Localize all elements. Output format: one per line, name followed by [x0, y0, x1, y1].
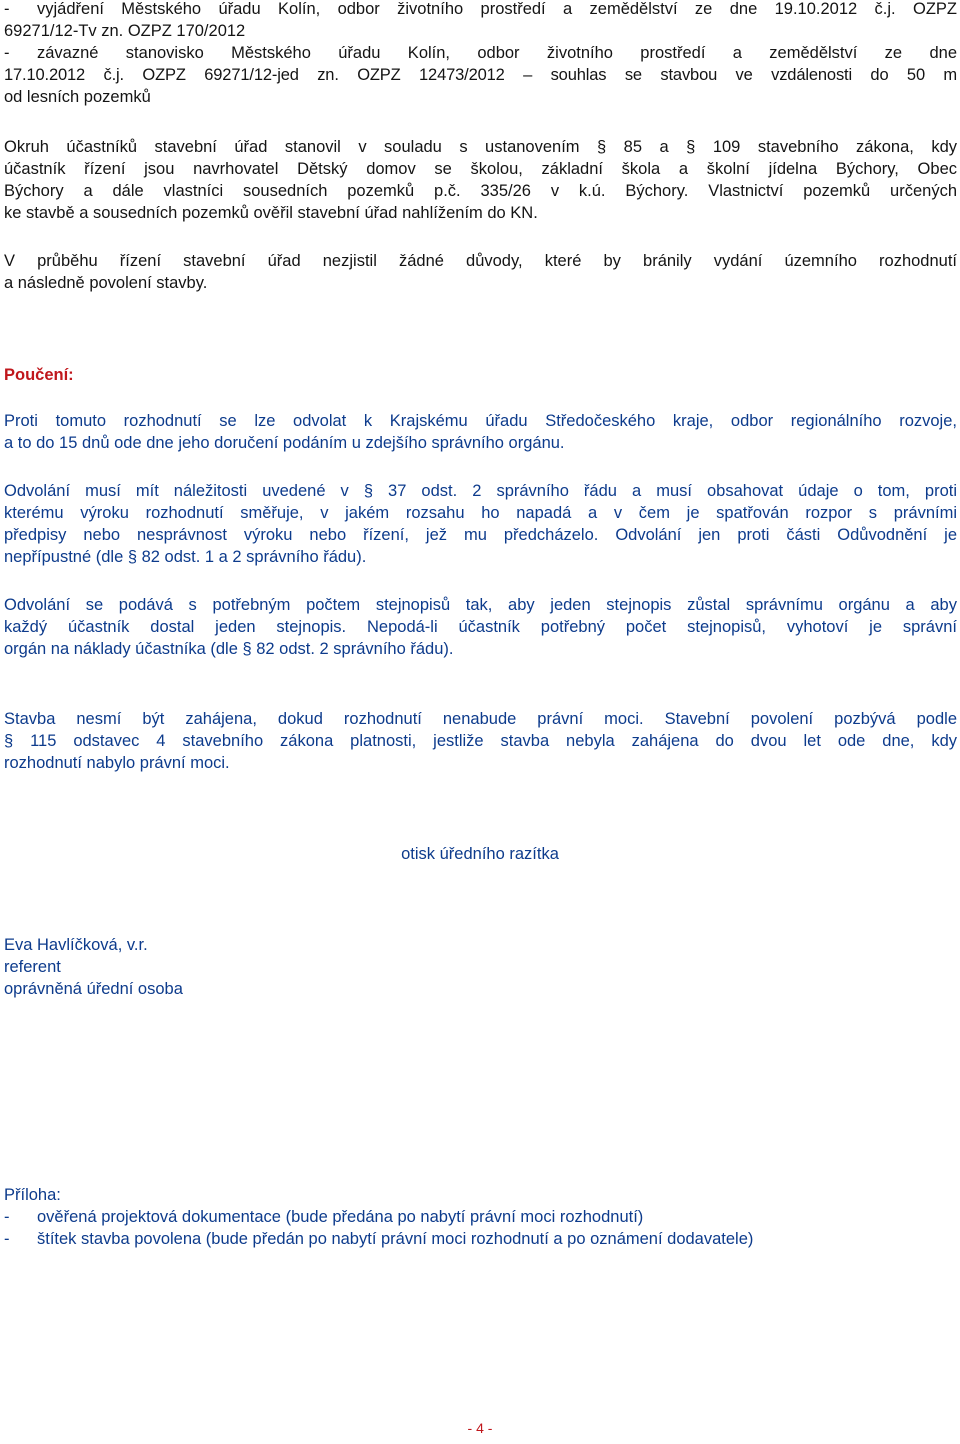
- attachment-item: [4, 1228, 957, 1250]
- paragraph-line: každý účastník dostal jeden stejnopis. Nepodá-li účastník potřebný počet stejnopisů, vyhotoví je správní: [4, 618, 957, 636]
- paragraph-line: ke stavbě a sousedních pozemků ověřil stavební úřad nahlížením do KN.: [4, 204, 538, 222]
- paragraph-line: Býchory a dále vlastníci sousedních pozemků p.č. 335/26 v k.ú. Býchory. Vlastnictví pozemků určených: [4, 182, 957, 200]
- paragraph-line: nepřípustné (dle § 82 odst. 1 a 2 správního řádu).: [4, 548, 367, 566]
- paragraph-line: účastník řízení jsou navrhovatel Dětský domov se školou, základní škola a školní jídelna Býchory, Obec: [4, 160, 957, 178]
- paragraph-line: Odvolání musí mít náležitosti uvedené v § 37 odst. 2 správního řádu a musí obsahovat údaje o tom, proti: [4, 482, 957, 500]
- paragraph-line: a to do 15 dnů ode dne jeho doručení podáním u zdejšího správního orgánu.: [4, 434, 565, 452]
- stamp-placeholder: otisk úředního razítka: [401, 845, 559, 863]
- paragraph-line: rozhodnutí nabylo právní moci.: [4, 754, 230, 772]
- list-item-line: vyjádření Městského úřadu Kolín, odbor životního prostředí a zemědělství ze dne 19.10.2012 č.j. OZPZ: [37, 0, 957, 18]
- paragraph-line: předpisy nebo nesprávnost výroku nebo řízení, jež mu předcházelo. Odvolání jen proti části Odůvodnění je: [4, 526, 957, 544]
- attachment-item: [4, 1206, 957, 1228]
- paragraph-line: Stavba nesmí být zahájena, dokud rozhodnutí nenabude právní moci. Stavební povolení pozbývá podle: [4, 710, 957, 728]
- paragraph-line: a následně povolení stavby.: [4, 274, 208, 292]
- list-item-line: od lesních pozemků: [4, 88, 151, 106]
- page-number: - 4 -: [467, 1420, 493, 1436]
- paragraph-line: kterému výroku rozhodnutí směřuje, v jakém rozsahu ho napadá a v čem je spatřován rozpor s právními: [4, 504, 957, 522]
- paragraph-line: V průběhu řízení stavební úřad nezjistil žádné důvody, které by bránily vydání územního rozhodnutí: [4, 252, 957, 270]
- list-marker: -: [4, 44, 10, 62]
- paragraph-line: orgán na náklady účastníka (dle § 82 odst. 2 správního řádu).: [4, 640, 454, 658]
- signature-role: referent: [4, 958, 61, 976]
- paragraph-line: Proti tomuto rozhodnutí se lze odvolat k Krajskému úřadu Středočeského kraje, odbor regionálního rozvoje,: [4, 412, 957, 430]
- section-heading: Poučení:: [4, 366, 74, 384]
- paragraph-line: Okruh účastníků stavební úřad stanovil v souladu s ustanovením § 85 a § 109 stavebního zákona, kdy: [4, 138, 957, 156]
- paragraph-line: § 115 odstavec 4 stavebního zákona platnosti, jestliže stavba nebyla zahájena do dvou let ode dne, kdy: [4, 732, 957, 750]
- list-item-statement: [4, 0, 957, 20]
- attachment-text: ověřená projektová dokumentace (bude předána po nabytí právní moci rozhodnutí): [37, 1208, 644, 1226]
- list-item-line: závazné stanovisko Městského úřadu Kolín, odbor životního prostředí a zemědělství ze dne: [37, 44, 957, 62]
- paragraph-line: Odvolání se podává s potřebným počtem stejnopisů tak, aby jeden stejnopis zůstal správnímu orgánu a aby: [4, 596, 957, 614]
- list-marker: -: [4, 1230, 10, 1248]
- list-marker: -: [4, 0, 10, 18]
- attachments-heading: Příloha:: [4, 1186, 61, 1204]
- list-item-binding-opinion: [4, 42, 957, 64]
- list-item-line: 69271/12-Tv zn. OZPZ 170/2012: [4, 22, 246, 40]
- signature-authority: oprávněná úřední osoba: [4, 980, 183, 998]
- list-marker: -: [4, 1208, 10, 1226]
- attachment-text: štítek stavba povolena (bude předán po nabytí právní moci rozhodnutí a po oznámení dodavatele): [37, 1230, 754, 1248]
- signature-name: Eva Havlíčková, v.r.: [4, 936, 148, 954]
- list-item-line: 17.10.2012 č.j. OZPZ 69271/12-jed zn. OZPZ 12473/2012 – souhlas se stavbou ve vzdálenosti do 50 m: [4, 66, 957, 84]
